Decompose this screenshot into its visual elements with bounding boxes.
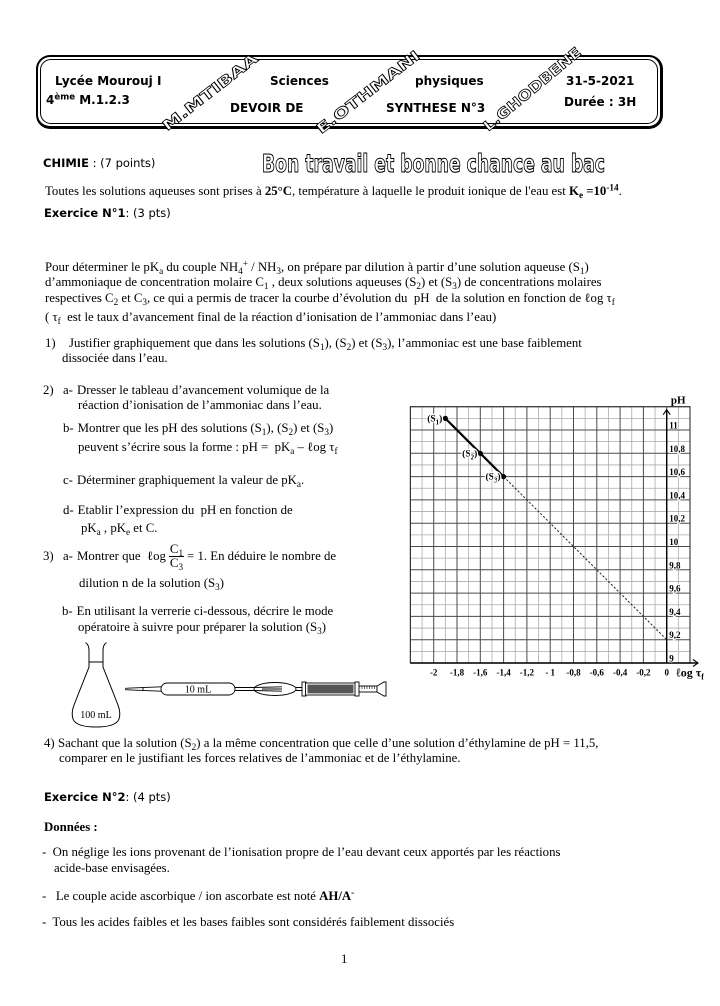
text-run: Dresser le tableau d’avancement volumique de la (76, 382, 330, 397)
exam-date: 31-5-2021 (566, 74, 635, 88)
pipette-filler-bulb-icon (254, 683, 303, 696)
text-run: f (611, 296, 615, 307)
text-run: 3 (178, 561, 184, 572)
text-run: comparer en le justifiant les forces relatives de l’ammoniac et de l’éthylamine. (59, 750, 461, 765)
text-run: 1 (579, 265, 585, 276)
point-label (462, 448, 477, 461)
data-item (42, 886, 355, 904)
section-heading (43, 156, 155, 171)
x-axis-label-main: ℓog τ (676, 665, 702, 680)
question-2d (63, 503, 293, 518)
question-3a-label: a- (63, 548, 73, 563)
fraction-denominator (169, 557, 184, 570)
text-run: En utilisant la verrerie ci-dessous, décrire le mode (76, 603, 334, 618)
data-point (443, 416, 448, 421)
text-run: C (169, 555, 179, 570)
text-run: e (578, 189, 584, 200)
text-run: 1 (319, 341, 325, 352)
intro-text (45, 181, 622, 200)
pipette-volume-label: 10 mL (184, 684, 212, 696)
text-run: respectives C (45, 290, 114, 305)
text-run: ( τ (45, 309, 58, 324)
text-run: , température à laquelle le produit ionique de l'eau est (291, 183, 569, 198)
text-run: et C (118, 290, 143, 305)
text-run: ) (321, 619, 327, 634)
data-item (42, 915, 454, 930)
ph-vs-log-tau-chart (400, 385, 720, 685)
text-run: et C. (130, 520, 158, 535)
point-label-sub: 3 (493, 476, 498, 485)
page-number: 1 (341, 951, 348, 966)
question-4-text (58, 736, 599, 751)
question-4-text-cont (59, 751, 461, 766)
exercise2-points: : (4 pts) (125, 789, 171, 804)
question-2b-text-cont (78, 440, 338, 455)
text-run: , pK (100, 520, 126, 535)
question-2c (63, 473, 304, 488)
fraction-numerator (169, 543, 184, 556)
question-2b (63, 421, 333, 436)
question-3-number: 3) (43, 548, 54, 563)
question-3a (63, 541, 336, 571)
text-run: 2 (113, 296, 119, 307)
text-run: ), l’ammoniac est une base faiblement (387, 335, 582, 350)
question-2d-text-cont (81, 521, 157, 536)
text-run: , deux solutions aqueuses (S (268, 274, 417, 289)
exam-type-part1: DEVOIR DE (230, 101, 304, 115)
exercise1-heading (44, 206, 171, 221)
y-tick-label: 9 (669, 653, 674, 664)
y-tick-label: 9,2 (669, 630, 681, 641)
y-tick-label: 10,8 (669, 443, 685, 454)
text-run: ) (584, 259, 589, 274)
point-label-sub: 2 (470, 452, 475, 461)
section-points: : (7 points) (88, 155, 156, 170)
exam-type-part2: SYNTHESE N°3 (386, 101, 486, 115)
text-run: 4 (46, 93, 55, 107)
question-2a-text (77, 383, 329, 397)
text-run: Toutes les solutions aqueuses sont prises à (45, 183, 265, 198)
point-label (427, 413, 442, 426)
point-label-sub: 1 (435, 417, 440, 426)
x-tick-label: -1,2 (519, 667, 535, 678)
y-tick-label: 10,4 (669, 490, 685, 501)
text-run: M.1.2.3 (75, 93, 130, 107)
x-tick-label: 0 (664, 667, 669, 678)
text-run: a (290, 445, 295, 456)
question-3a-text-after (187, 549, 336, 564)
text-run: . (618, 183, 622, 198)
y-tick-label: 11 (669, 420, 678, 431)
class-name (46, 93, 130, 107)
text-run: 4 (238, 265, 243, 276)
text-run: ), (S (266, 420, 289, 435)
section-title: CHIMIE (43, 155, 89, 170)
text-run: peuvent s’écrire sous la forme : pH = pK (78, 439, 291, 454)
text-run: réaction d’ionisation de l’ammoniac dans l’eau. (78, 397, 322, 412)
text-run: a (296, 478, 301, 489)
point-label-main: (S (427, 414, 436, 425)
exercise1-statement-line (45, 291, 615, 306)
y-tick-label: 9,4 (669, 606, 681, 617)
text-run: - Le couple acide ascorbique / ion ascorbate est noté (42, 888, 320, 903)
watermark-author-1: M.MTIBAA (159, 72, 234, 135)
text-run: - (351, 886, 355, 897)
text-run: Déterminer graphiquement la valeur de pK (76, 472, 297, 487)
text-run: ) et (S (351, 335, 383, 350)
exercise1-points: : (3 pts) (125, 205, 171, 220)
question-2c-text (77, 473, 304, 487)
x-tick-label: -0,4 (612, 667, 628, 678)
y-tick-label: 10,2 (669, 513, 685, 524)
text-run: Montrer que ℓog (76, 548, 166, 563)
text-run: - Tous les acides faibles et les bases faibles sont considérés faiblement dissociés (42, 914, 455, 929)
y-tick-label: 10 (669, 537, 679, 547)
x-tick-label: -2 (429, 667, 438, 678)
question-2a-text-cont (78, 398, 322, 413)
text-run: C (169, 541, 179, 556)
text-run: , ce qui a permis de tracer la courbe d’évolution du pH de la solution en fonction de ℓog τ (146, 290, 612, 305)
x-tick-label: -0,6 (589, 667, 604, 678)
point-label-main: (S (462, 449, 471, 460)
text-run: e (125, 526, 131, 537)
question-2c-label: c- (63, 472, 73, 487)
text-run: 2 (416, 280, 421, 291)
text-run: - On néglige les ions provenant de l’ionisation propre de l’eau devant ceux apportés par les réactions (42, 844, 561, 859)
question-2d-label: d- (63, 502, 74, 517)
text-run: 3 (324, 426, 329, 437)
question-2a (63, 383, 329, 398)
point-label-end: ) (439, 414, 443, 425)
watermark-author-2: E.OTHMANI (313, 70, 395, 138)
question-3a-text-cont (79, 576, 224, 591)
y-tick-label: 9,8 (669, 560, 681, 571)
text-run: d’ammoniaque de concentration molaire C (45, 274, 264, 289)
school-name: Lycée Mourouj I (55, 74, 162, 88)
text-run: ) de concentrations molaires (456, 274, 602, 289)
text-run: ) a la même concentration que celle d’une solution d’éthylamine de pH = 11,5, (196, 735, 599, 750)
measured-line (445, 418, 503, 476)
text-run: AH/A (319, 888, 352, 903)
question-1-text (69, 336, 582, 351)
data-heading: Données : (44, 819, 98, 834)
text-run: + (242, 257, 248, 268)
y-axis-label: pH (670, 394, 686, 407)
text-run: ), (S (324, 335, 347, 350)
text-run: pK (81, 520, 97, 535)
data-item (42, 845, 560, 860)
x-axis-label-sub: f (701, 672, 704, 682)
data-item-cont (54, 861, 170, 876)
question-3b-text-cont (78, 620, 326, 635)
text-run: ) et (S (293, 420, 325, 435)
text-run: ) (219, 575, 225, 590)
text-run: 25°C (264, 183, 292, 198)
text-run: Montrer que les pH des solutions (S (77, 420, 262, 435)
text-run: 1 (263, 280, 269, 291)
text-run: 3 (317, 625, 322, 636)
text-run: ) (328, 420, 334, 435)
text-run: est le taux d’avancement final de la réaction d’ionisation de l’ammoniac dans l’eau) (60, 309, 497, 324)
text-run: a (159, 265, 164, 276)
flask-volume-label: 100 mL (80, 710, 112, 721)
text-run: =10 (583, 183, 607, 198)
text-run: 2 (346, 341, 352, 352)
text-run: dilution n de la solution (S (79, 575, 216, 590)
point-label-main: (S (485, 472, 494, 483)
text-run: ème (54, 92, 76, 103)
text-run: – ℓog τ (294, 439, 335, 454)
point-label-end: ) (474, 449, 478, 460)
text-run: f (334, 445, 338, 456)
point-label-end: ) (497, 472, 501, 483)
text-run: du couple NH (163, 259, 239, 274)
text-run: Etablir l’expression du pH en fonction de (77, 502, 293, 517)
text-run: 2 (191, 741, 197, 752)
exercise2-title: Exercice N°2 (44, 789, 126, 804)
text-run: K (568, 183, 579, 198)
question-2-number: 2) (43, 382, 54, 397)
text-run: a (96, 526, 101, 537)
text-run: . (301, 472, 305, 487)
exam-duration: Durée : 3H (564, 95, 637, 109)
text-run: -14 (606, 181, 619, 192)
watermark-author-3: L.GHODBENE (480, 57, 570, 135)
data-point (478, 451, 483, 456)
text-run: , on prépare par dilution à partir d’une solution aqueuse (S (281, 259, 580, 274)
header-box-inner-border (40, 59, 658, 124)
question-1-number: 1) (45, 335, 56, 350)
question-3a-text-before (77, 549, 166, 564)
exercise1-title: Exercice N°1 (44, 205, 126, 220)
text-run: 2 (288, 426, 294, 437)
text-run: acide-base envisagées. (54, 860, 170, 875)
x-tick-label: -0,8 (566, 667, 581, 678)
question-1-text-cont (62, 351, 168, 366)
question-4-number: 4) (44, 735, 55, 750)
subject-part1: Sciences (270, 74, 329, 88)
text-run: 3 (382, 341, 388, 352)
text-run: / NH (247, 259, 277, 274)
glassware-illustration (60, 636, 400, 731)
x-tick-label: - 1 (545, 667, 556, 678)
exercise2-heading (44, 790, 171, 805)
question-2b-label: b- (63, 420, 74, 435)
text-run: = 1. En déduire le nombre de (187, 548, 337, 563)
x-tick-label: -1,6 (473, 667, 488, 678)
exercise1-statement-line (45, 275, 602, 290)
question-3b-text (77, 604, 334, 618)
x-tick-label: -1,4 (496, 667, 511, 678)
header-box (36, 55, 663, 129)
text-run: Pour déterminer le pK (45, 259, 160, 274)
exercise1-statement-line (45, 257, 589, 276)
text-run: dissociée dans l’eau. (62, 350, 168, 365)
question-3b (62, 604, 333, 619)
text-run: 3 (276, 265, 282, 276)
text-run: Justifier graphiquement que dans les solutions (S (69, 335, 320, 350)
text-run: 3 (142, 296, 147, 307)
motto-banner: Bon travail et bonne chance au bac (262, 149, 605, 178)
x-axis-label (675, 666, 704, 682)
text-run: 3 (215, 581, 220, 592)
text-run: f (57, 315, 61, 326)
x-tick-label: -0,2 (636, 667, 651, 678)
text-run: opératoire à suivre pour préparer la solution (S (78, 619, 318, 634)
y-tick-label: 10,6 (669, 467, 685, 478)
question-2b-text (78, 421, 334, 435)
text-run: ) et (S (420, 274, 453, 289)
syringe-pump-icon (302, 682, 386, 696)
text-run: 1 (261, 426, 267, 437)
point-label (485, 472, 500, 485)
question-2d-text (78, 503, 293, 517)
x-tick-label: -1,8 (449, 667, 465, 678)
text-run: 1 (178, 547, 184, 558)
question-2a-label: a- (63, 382, 73, 397)
question-3b-label: b- (62, 603, 73, 618)
exercise1-statement-line (45, 310, 496, 325)
text-run: Sachant que la solution (S (58, 735, 192, 750)
concentration-ratio-fraction (169, 543, 184, 570)
text-run: 3 (452, 280, 457, 291)
subject-part2: physiques (415, 74, 484, 88)
y-tick-label: 9,6 (669, 583, 681, 594)
